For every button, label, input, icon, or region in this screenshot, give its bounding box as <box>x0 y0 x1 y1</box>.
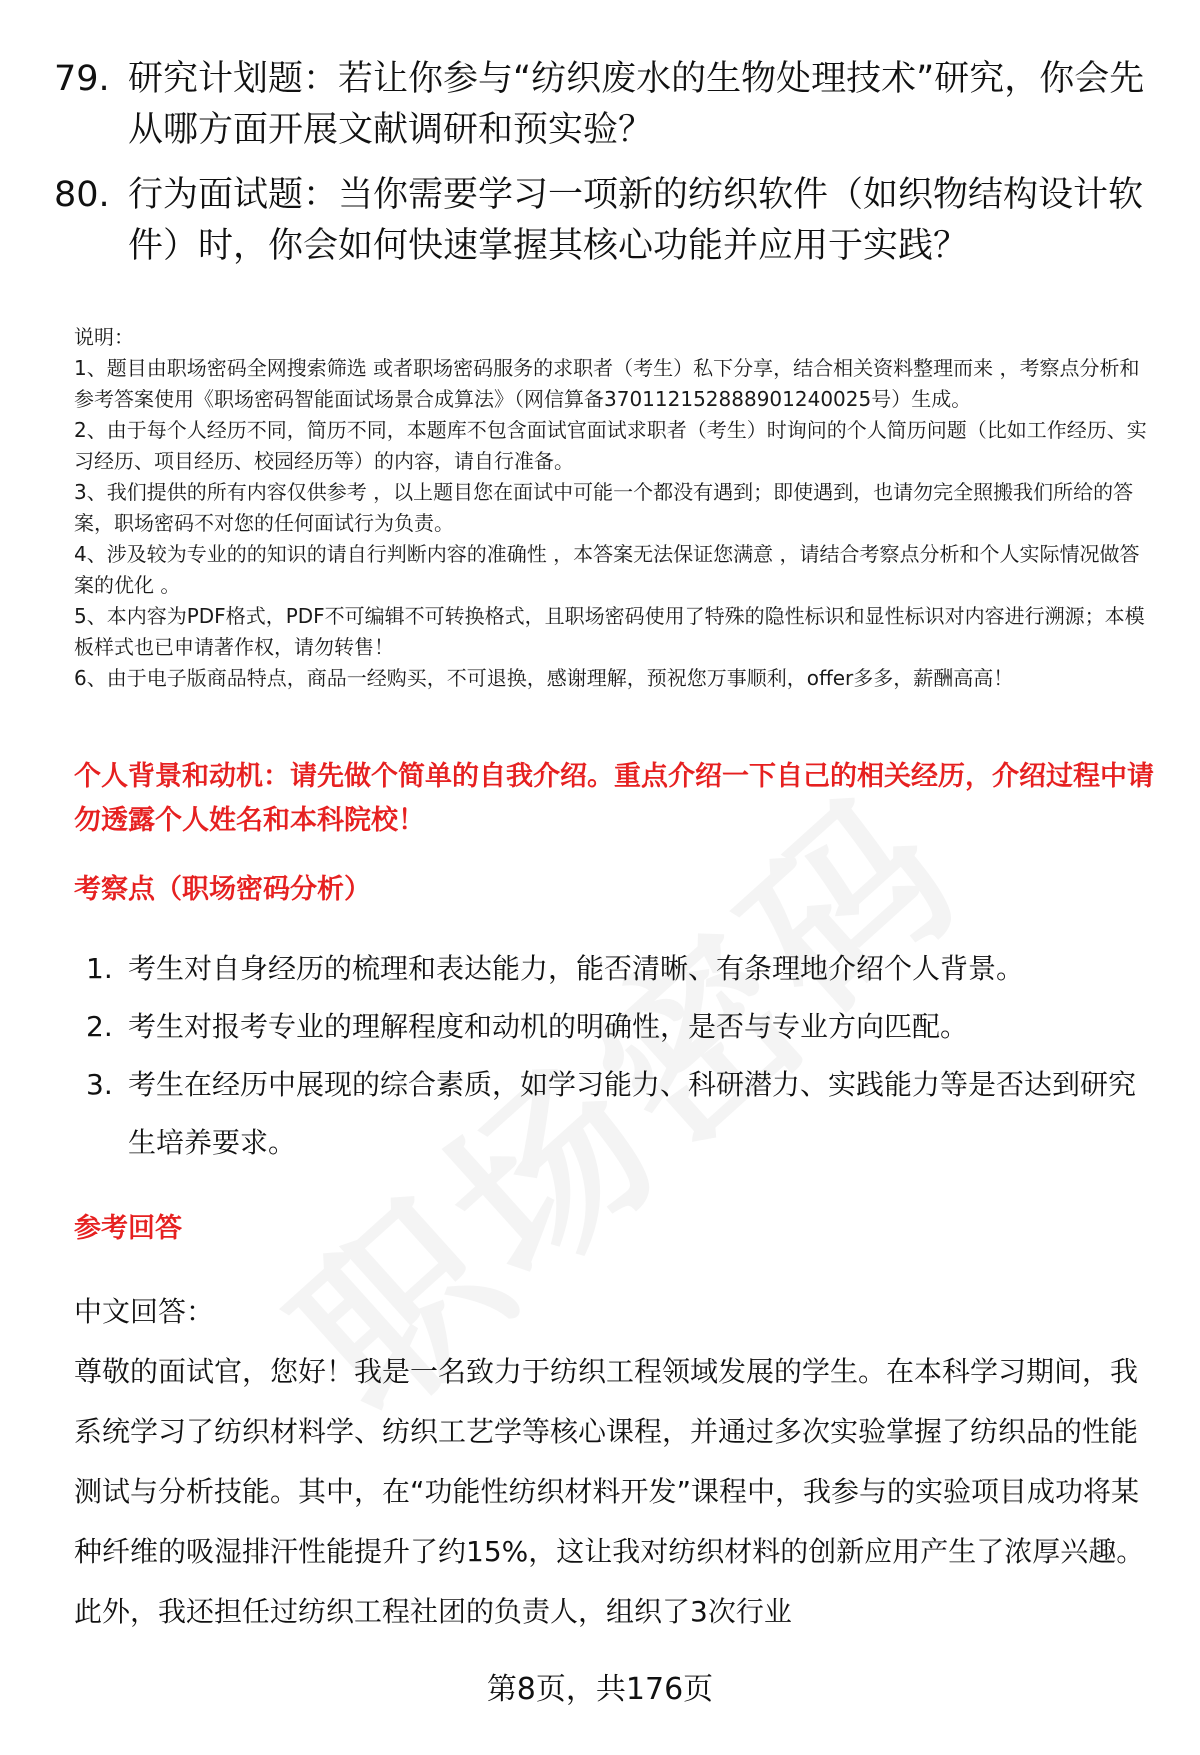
question-number: 79. <box>54 59 110 99</box>
question-item-79 <box>54 54 1154 156</box>
answer-text: 尊敬的面试官，您好！我是一名致力于纺织工程领域发展的学生。在本科学习期间，我系统学习了纺织材料学、纺织工艺学等核心课程，并通过多次实验掌握了纺织品的性能测试与分析技能。其中，在“功能性纺织材料开发”课程中，我参与的实验项目成功将某种纤维的吸湿排汗性能提升了约15%，这让我对纺织材料的创新应用产生了浓厚兴趣。此外，我还担任过纺织工程社团的负责人，组织了3次行业 <box>74 1355 1145 1628</box>
list-item-text: 考生对自身经历的梳理和表达能力，能否清晰、有条理地介绍个人背景。 <box>128 952 1025 985</box>
notes-item: 6、由于电子版商品特点，商品一经购买，不可退换，感谢理解，预祝您万事顺利，offer多多，薪酬高高！ <box>74 666 1014 690</box>
list-item-text: 考生对报考专业的理解程度和动机的明确性，是否与专业方向匹配。 <box>128 1010 969 1043</box>
notes-heading: 说明： <box>74 325 134 349</box>
list-item-text: 考生在经历中展现的综合素质，如学习能力、科研潜力、实践能力等是否达到研究生培养要求。 <box>128 1068 1137 1159</box>
list-item-number: 1. <box>86 952 113 985</box>
list-item-number: 2. <box>86 1010 113 1043</box>
notes-item: 1、题目由职场密码全网搜索筛选 或者职场密码服务的求职者（考生）私下分享，结合相关资料整理而来 ，考察点分析和参考答案使用《职场密码智能面试场景合成算法》（网信算备370112152888901240025号）生成。 <box>74 356 1140 411</box>
list-item <box>86 998 1156 1056</box>
question-text: 研究计划题：若让你参与“纺织废水的生物处理技术”研究，你会先从哪方面开展文献调研和预实验？ <box>128 59 1145 150</box>
kaocha-title: 考察点（职场密码分析） <box>74 874 371 905</box>
notes-item: 4、涉及较为专业的的知识的请自行判断内容的准确性 ，本答案无法保证您满意 ，请结合考察点分析和个人实际情况做答案的优化 。 <box>74 542 1140 597</box>
question-number: 80. <box>54 175 110 215</box>
interview-question-title: 个人背景和动机：请先做个简单的自我介绍。重点介绍一下自己的相关经历，介绍过程中请勿透露个人姓名和本科院校！ <box>74 761 1154 836</box>
kaocha-points <box>86 940 1156 1172</box>
notes-item: 5、本内容为PDF格式，PDF不可编辑不可转换格式，且职场密码使用了特殊的隐性标识和显性标识对内容进行溯源；本模板样式也已申请著作权，请勿转售！ <box>74 604 1145 659</box>
notes-item: 3、我们提供的所有内容仅供参考 ，以上题目您在面试中可能一个都没有遇到；即使遇到，也请勿完全照搬我们所给的答案，职场密码不对您的任何面试行为负责。 <box>74 480 1134 535</box>
list-item <box>86 940 1156 998</box>
notes-item: 2、由于每个人经历不同，简历不同，本题库不包含面试官面试求职者（考生）时询问的个人简历问题（比如工作经历、实习经历、项目经历、校园经历等）的内容，请自行准备。 <box>74 418 1147 473</box>
page-footer: 第8页，共176页 <box>486 1672 714 1707</box>
answer-title: 参考回答 <box>74 1213 182 1244</box>
answer-label: 中文回答： <box>74 1295 215 1328</box>
question-text: 行为面试题：当你需要学习一项新的纺织软件（如织物结构设计软件）时，你会如何快速掌握其核心功能并应用于实践？ <box>128 175 1144 266</box>
answer-body <box>74 1282 1154 1642</box>
notes-section <box>74 322 1154 694</box>
list-item-number: 3. <box>86 1068 113 1101</box>
question-item-80 <box>54 170 1154 272</box>
list-item <box>86 1056 1156 1172</box>
